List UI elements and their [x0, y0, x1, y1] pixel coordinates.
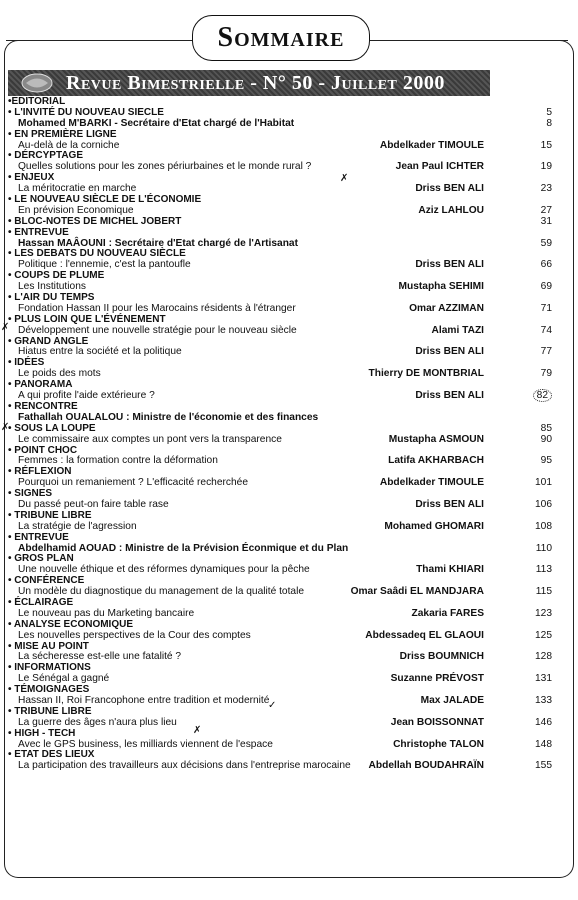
page-number: [524, 718, 552, 729]
page-number-text: 59: [540, 237, 552, 249]
page-number-text: 90: [540, 433, 552, 445]
page-number-text: 128: [535, 651, 552, 663]
article-title: Hassan MAÂOUNI : Secrétaire d'Etat chargé de l'Artisanat: [18, 237, 298, 249]
page-number: [524, 674, 552, 685]
article-title: Abdelhamid AOUAD : Ministre de la Prévision Éconmique et du Plan: [18, 542, 349, 554]
article-author: Mustapha SEHIMI: [398, 281, 484, 293]
issue-banner-text: Revue Bimestrielle - N° 50 - Juillet 2000: [66, 71, 445, 94]
toc-entry: [8, 587, 560, 598]
section-heading: [8, 533, 560, 544]
section-title: • EN PREMIÈRE LIGNE: [8, 128, 117, 140]
article-author: Max JALADE: [420, 694, 484, 706]
page-number-text: 8: [546, 117, 552, 129]
toc-entry: [8, 718, 560, 729]
table-of-contents: [8, 97, 560, 772]
toc-entry: [8, 435, 560, 446]
section-title: • BLOC-NOTES DE MICHEL JOBERT: [8, 215, 182, 227]
section-title: • TRIBUNE LIBRE: [8, 705, 92, 717]
page-number-text: 27: [540, 204, 552, 216]
toc-entry: [8, 369, 560, 380]
section-title: • ÉCLAIRAGE: [8, 596, 74, 608]
section-title: • CONFÉRENCE: [8, 575, 85, 587]
article-author: Jean Paul ICHTER: [395, 161, 484, 173]
article-author: Jean BOISSONNAT: [390, 716, 484, 728]
article-author: Alami TAZI: [431, 324, 484, 336]
article-title: Les nouvelles perspectives de la Cour des comptes: [18, 629, 251, 641]
page-number: [524, 652, 552, 663]
toc-entry: [8, 761, 560, 772]
section-title: • TÉMOIGNAGES: [8, 684, 90, 696]
page-number-text: 113: [535, 564, 552, 576]
page-number-text: 82: [533, 389, 552, 402]
article-title: La guerre des âges n'aura plus lieu: [18, 716, 177, 728]
page-number-text: 5: [546, 106, 552, 118]
article-author: Abdelkader TIMOULE: [379, 477, 484, 489]
article-title: En prévision Economique: [18, 204, 134, 216]
page-number: [524, 544, 552, 555]
page-number: [524, 217, 552, 228]
article-title: La méritocratie en marche: [18, 183, 137, 195]
page-number-text: 85: [540, 422, 552, 434]
page-number-text: 108: [535, 520, 552, 532]
section-title: • DÉRCYPTAGE: [8, 150, 83, 162]
page-number: [524, 304, 552, 315]
page-number-text: 133: [535, 694, 552, 706]
page-number: [524, 565, 552, 576]
article-title: Le commissaire aux comptes un pont vers la transparence: [18, 433, 282, 445]
article-author: Latifa AKHARBACH: [388, 455, 484, 467]
section-title: • RÉFLEXION: [8, 466, 72, 478]
magazine-logo-icon: [8, 70, 66, 96]
page-number: [524, 522, 552, 533]
page-number: [524, 184, 552, 195]
section-title: • POINT CHOC: [8, 444, 78, 456]
article-author: Aziz LAHLOU: [418, 204, 484, 216]
page-number-text: 71: [540, 302, 552, 314]
article-title: La participation des travailleurs aux décisions dans l'entreprise marocaine: [18, 760, 351, 772]
toc-entry: [8, 674, 560, 685]
page-number-text: 19: [540, 161, 552, 173]
page-number: [524, 260, 552, 271]
article-author: Driss BOUMNICH: [399, 651, 484, 663]
issue-banner: [8, 70, 490, 96]
article-title: Avec le GPS business, les milliards viennent de l'espace: [18, 738, 273, 750]
handwritten-cross-icon: ✗: [193, 725, 202, 736]
section-title: • LES DEBATS DU NOUVEAU SIÈCLE: [8, 248, 186, 260]
page-number-text: 15: [540, 139, 552, 151]
page-number-text: 131: [535, 673, 552, 685]
section-title: • INFORMATIONS: [8, 662, 91, 674]
page-number-text: 95: [540, 455, 552, 467]
page-number: [524, 326, 552, 337]
section-title: •EDITORIAL: [8, 96, 66, 107]
article-title: Hiatus entre la société et la politique: [18, 346, 182, 358]
page-number: [524, 587, 552, 598]
section-title: • ENTREVUE: [8, 226, 69, 238]
page-number: [524, 141, 552, 152]
article-title: Mohamed M'BARKI - Secrétaire d'Etat chargé de l'Habitat: [18, 117, 295, 129]
article-title: Une nouvelle éthique et des réformes dynamiques pour la pêche: [18, 564, 310, 576]
section-title: • SIGNES: [8, 488, 53, 500]
article-author: Christophe TALON: [393, 738, 484, 750]
section-heading: [8, 130, 560, 141]
toc-entry: [8, 565, 560, 576]
article-author: Mustapha ASMOUN: [388, 433, 484, 445]
article-title: Le poids des mots: [18, 368, 101, 380]
article-author: Mohamed GHOMARI: [384, 520, 484, 532]
page-number: [524, 162, 552, 173]
page-number: [524, 609, 552, 620]
section-title: • ENJEUX: [8, 172, 55, 184]
toc-entry: [8, 631, 560, 642]
page-number: [524, 435, 552, 446]
section-title: • HIGH - TECH: [8, 727, 76, 739]
page-number: [524, 282, 552, 293]
page-number-text: 69: [540, 281, 552, 293]
page-frame-bottom: [18, 877, 560, 878]
page-number: [524, 631, 552, 642]
toc-entry: [8, 391, 560, 402]
page-number: [524, 369, 552, 380]
page-number: [524, 239, 552, 250]
article-title: Quelles solutions pour les zones périurbaines et le monde rural ?: [18, 161, 312, 173]
article-author: Zakaria FARES: [411, 607, 484, 619]
page-number-text: 106: [535, 498, 552, 510]
page-number: [524, 761, 552, 772]
handwritten-check-icon: ✓: [268, 700, 277, 711]
article-author: Driss BEN ALI: [415, 498, 484, 510]
article-author: Omar AZZIMAN: [409, 302, 484, 314]
article-title: Fondation Hassan II pour les Marocains résidents à l'étranger: [18, 302, 296, 314]
article-author: Omar Saâdi EL MANDJARA: [350, 586, 484, 598]
section-title: • L'INVITÉ DU NOUVEAU SIECLE: [8, 106, 164, 118]
page-number-text: 31: [540, 215, 552, 227]
page-frame-right: [559, 40, 574, 878]
toc-entry: [8, 522, 560, 533]
article-title: Du passé peut-on faire table rase: [18, 498, 169, 510]
section-title: • PANORAMA: [8, 379, 73, 391]
article-title: Fathallah OUALALOU : Ministre de l'économie et des finances: [18, 411, 319, 423]
page-number: [524, 119, 552, 130]
section-heading: [8, 729, 560, 740]
section-heading: [8, 620, 560, 631]
section-title: • COUPS DE PLUME: [8, 270, 105, 282]
handwritten-cross-icon: ✗: [340, 173, 349, 184]
page-number-text: 115: [535, 586, 552, 598]
article-title: Développement une nouvelle stratégie pour le nouveau siècle: [18, 324, 297, 336]
handwritten-cross-icon: ✗: [1, 422, 10, 433]
section-heading: [8, 228, 560, 239]
article-author: Driss BEN ALI: [415, 259, 484, 271]
handwritten-cross-icon: ✗: [1, 322, 10, 333]
section-title: • MISE AU POINT: [8, 640, 89, 652]
page-number-text: 146: [535, 716, 552, 728]
page-number-text: 66: [540, 259, 552, 271]
section-title: • PLUS LOIN QUE L'ÉVÉNEMENT: [8, 313, 166, 325]
section-title: • ANALYSE ECONOMIQUE: [8, 618, 133, 630]
toc-entry: [8, 326, 560, 337]
page-number: [524, 478, 552, 489]
section-heading: [8, 424, 560, 435]
article-author: Driss BEN ALI: [415, 183, 484, 195]
article-author: Abdellah BOUDAHRAÏN: [368, 760, 484, 772]
page-number-text: 123: [535, 607, 552, 619]
page-number: [524, 696, 552, 707]
article-author: Abdelkader TIMOULE: [379, 139, 484, 151]
section-title: • TRIBUNE LIBRE: [8, 509, 92, 521]
page-number-text: 79: [540, 368, 552, 380]
page-number-text: 155: [535, 760, 552, 772]
page-number: [524, 500, 552, 511]
section-title: • LE NOUVEAU SIÈCLE DE L'ÉCONOMIE: [8, 194, 202, 206]
article-author: Thierry DE MONTBRIAL: [368, 368, 484, 380]
page-number-text: 77: [540, 346, 552, 358]
page-number: [524, 391, 552, 402]
toc-entry: [8, 141, 560, 152]
toc-entry: [8, 162, 560, 173]
toc-entry: [8, 544, 560, 555]
article-title: Au-delà de la corniche: [18, 139, 120, 151]
page-number-text: 148: [535, 738, 552, 750]
article-title: Les Institutions: [18, 281, 86, 293]
section-title: • GRAND ANGLE: [8, 335, 89, 347]
page-number-text: 23: [540, 183, 552, 195]
article-author: Driss BEN ALI: [415, 390, 484, 402]
article-author: Abdessadeq EL GLAOUI: [365, 629, 484, 641]
section-title: • IDÉES: [8, 357, 45, 369]
page-title-box: [192, 15, 370, 61]
page-number-text: 101: [535, 477, 552, 489]
toc-entry: [8, 456, 560, 467]
article-title: Pourquoi un remaniement ? L'efficacité recherchée: [18, 477, 248, 489]
toc-entry: [8, 347, 560, 358]
article-title: Femmes : la formation contre la déformation: [18, 455, 218, 467]
article-title: A qui profite l'aide extérieure ?: [18, 390, 155, 402]
article-author: Driss BEN ALI: [415, 346, 484, 358]
article-title: Le Sénégal a gagné: [18, 673, 110, 685]
section-heading: [8, 217, 560, 228]
page-number: [524, 456, 552, 467]
section-title: • SOUS LA LOUPE: [8, 422, 96, 434]
page-number: [524, 740, 552, 751]
article-title: Hassan II, Roi Francophone entre tradition et modernité: [18, 694, 270, 706]
article-title: La stratégie de l'agression: [18, 520, 137, 532]
page-number-text: 125: [535, 629, 552, 641]
page-title: Sommaire: [217, 22, 345, 53]
article-title: Politique : l'ennemie, c'est la pantoufle: [18, 259, 191, 271]
page-number-text: 110: [535, 542, 552, 554]
toc-entry: [8, 478, 560, 489]
article-title: Le nouveau pas du Marketing bancaire: [18, 607, 195, 619]
page-number: [524, 347, 552, 358]
section-title: • ENTREVUE: [8, 531, 69, 543]
section-title: • RENCONTRE: [8, 400, 78, 412]
article-author: Thami KHIARI: [416, 564, 484, 576]
page-number-text: 74: [540, 324, 552, 336]
section-title: • ETAT DES LIEUX: [8, 749, 95, 761]
article-title: Un modèle du diagnostique du management de la qualité totale: [18, 586, 305, 598]
article-author: Suzanne PRÉVOST: [390, 673, 484, 685]
section-title: • GROS PLAN: [8, 553, 74, 565]
article-title: La sécheresse est-elle une fatalité ?: [18, 651, 182, 663]
section-title: • L'AIR DU TEMPS: [8, 292, 95, 304]
